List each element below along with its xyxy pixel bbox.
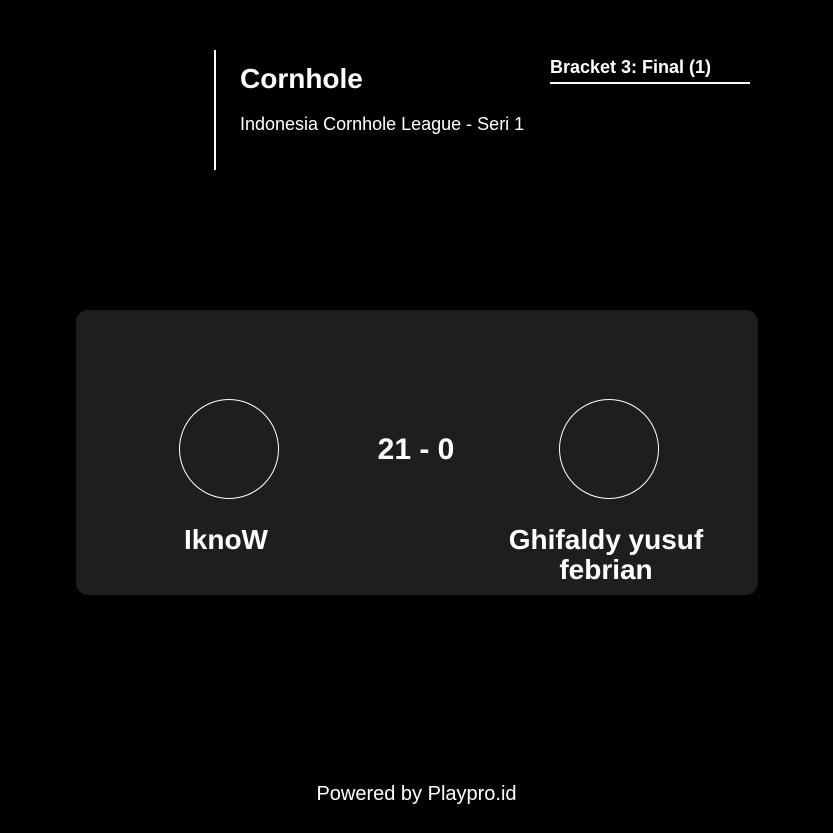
player-left-avatar: [179, 399, 279, 499]
powered-by-footer: Powered by Playpro.id: [316, 783, 517, 805]
player-left-name: IknoW: [184, 524, 268, 555]
bracket-label: Bracket 3: Final (1): [550, 56, 750, 84]
page-title: Cornhole: [240, 63, 363, 94]
player-right-avatar: [559, 399, 659, 499]
match-score: 21 - 0: [377, 433, 455, 466]
league-subtitle: Indonesia Cornhole League - Seri 1: [240, 114, 525, 134]
match-card: [76, 310, 758, 595]
player-right-name: Ghifaldy yusuf febrian: [508, 524, 704, 585]
header-divider: [214, 50, 216, 170]
